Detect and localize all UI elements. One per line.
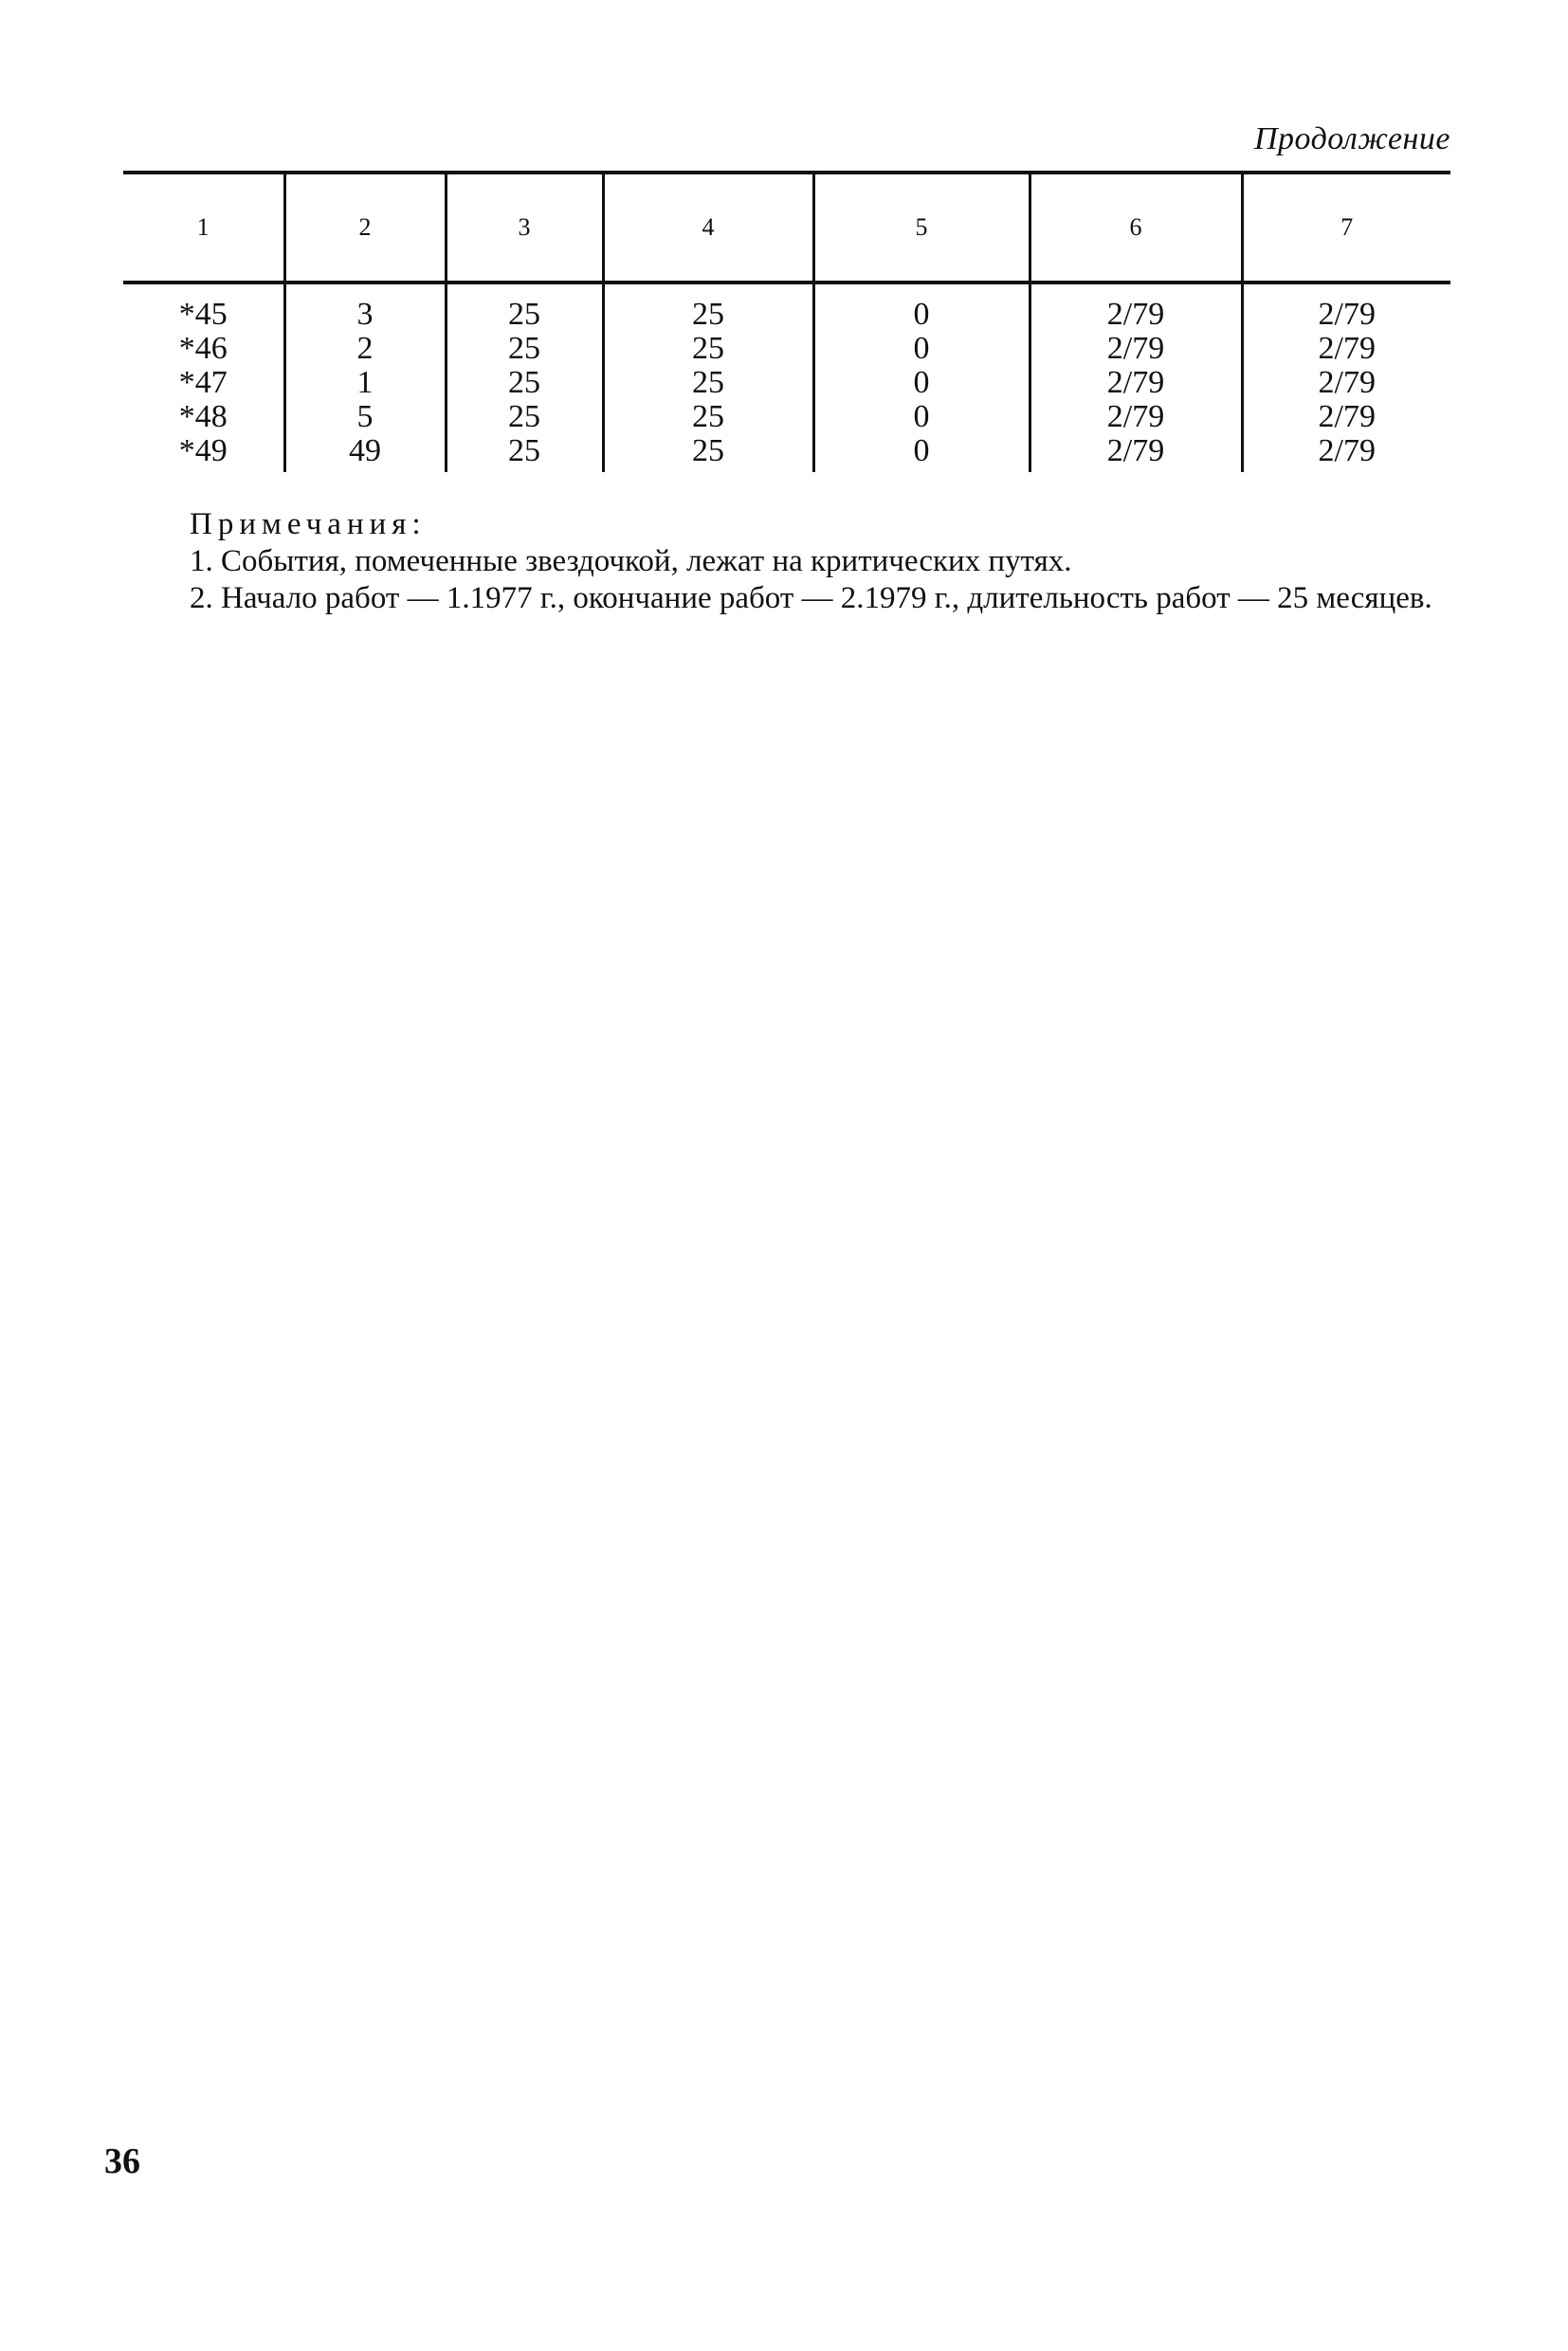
table-cell: 2/79 xyxy=(1030,366,1242,400)
table-header-row xyxy=(123,173,1450,282)
table-cell: 3 xyxy=(284,282,446,332)
table-cell: 0 xyxy=(813,332,1030,366)
table-cell: 2/79 xyxy=(1242,332,1450,366)
table-row xyxy=(123,332,1450,366)
table-cell: 25 xyxy=(446,366,603,400)
note-item: 1. События, помеченные звездочкой, лежат на критических путях. xyxy=(190,544,1072,578)
table-cell: 2/79 xyxy=(1030,282,1242,332)
table-row xyxy=(123,366,1450,400)
note-item: 2. Начало работ — 1.1977 г., окончание работ — 2.1979 г., длительность работ — 25 месяцев. xyxy=(190,581,1432,615)
continuation-label: Продолжение xyxy=(1253,121,1450,156)
table-cell: *47 xyxy=(178,365,228,400)
table-cell: 25 xyxy=(603,282,813,332)
table-cell: 25 xyxy=(603,434,813,472)
table-cell: 25 xyxy=(446,332,603,366)
notes-section xyxy=(104,506,1447,617)
table-cell: 0 xyxy=(813,366,1030,400)
table-cell: 2/79 xyxy=(1242,400,1450,434)
table-row xyxy=(123,434,1450,472)
table-cell: 2/79 xyxy=(1030,400,1242,434)
table-cell: *45 xyxy=(178,297,228,332)
column-header: 6 xyxy=(1030,173,1242,282)
column-header: 4 xyxy=(603,173,813,282)
table-cell: 25 xyxy=(603,366,813,400)
column-header: 7 xyxy=(1242,173,1450,282)
column-header: 1 xyxy=(196,213,210,241)
column-header: 2 xyxy=(284,173,446,282)
column-header: 5 xyxy=(813,173,1030,282)
table-cell: 25 xyxy=(446,282,603,332)
table-cell: 2/79 xyxy=(1030,332,1242,366)
table-cell: 49 xyxy=(284,434,446,472)
table-cell: 2 xyxy=(284,332,446,366)
table-cell: 25 xyxy=(446,434,603,472)
table-cell: 0 xyxy=(813,282,1030,332)
table-cell: *49 xyxy=(178,433,228,468)
data-table xyxy=(123,171,1450,472)
table-row xyxy=(123,400,1450,434)
table-cell: 25 xyxy=(603,400,813,434)
table-cell: 2/79 xyxy=(1030,434,1242,472)
table-cell: 2/79 xyxy=(1242,366,1450,400)
table-cell: 1 xyxy=(284,366,446,400)
notes-title: Примечания: xyxy=(190,507,427,541)
data-table-container xyxy=(123,171,1450,472)
page-number: 36 xyxy=(104,2141,140,2181)
table-cell: 5 xyxy=(284,400,446,434)
table-cell: 2/79 xyxy=(1242,434,1450,472)
table-cell: 0 xyxy=(813,400,1030,434)
column-header: 3 xyxy=(446,173,603,282)
table-cell: *46 xyxy=(178,331,228,366)
table-cell: 25 xyxy=(446,400,603,434)
table-row xyxy=(123,282,1450,332)
table-cell: 0 xyxy=(813,434,1030,472)
table-cell: 25 xyxy=(603,332,813,366)
table-cell: *48 xyxy=(178,399,228,434)
table-cell: 2/79 xyxy=(1242,282,1450,332)
